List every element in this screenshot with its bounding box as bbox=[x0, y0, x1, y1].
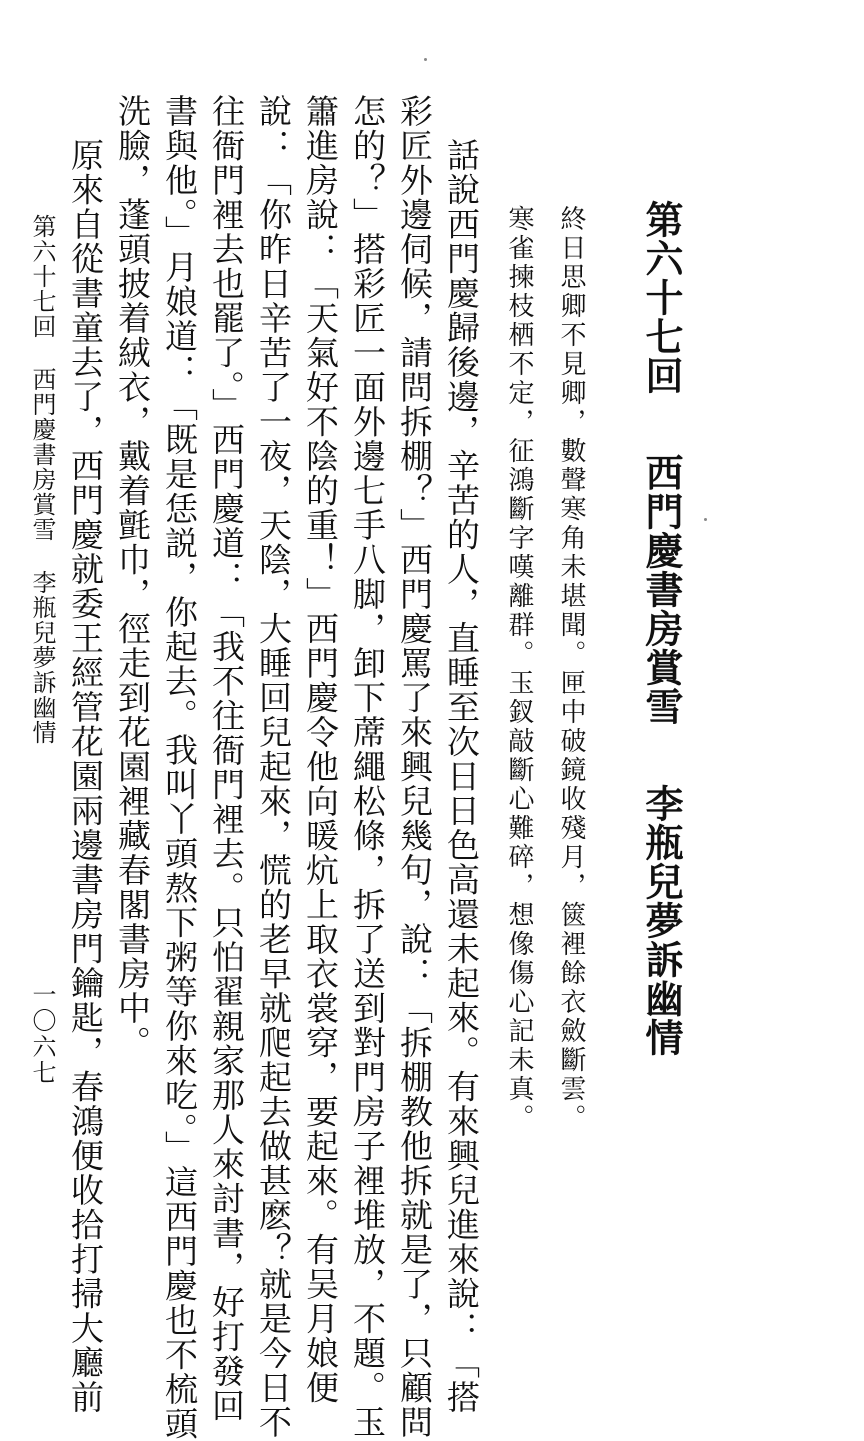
text-column-1: 話說西門慶歸後邊，辛苦的人，直睡至次日日色高還未起來。有來興兒進來說：「搭 bbox=[442, 138, 481, 1415]
scan-speck bbox=[424, 58, 427, 61]
footer-chapter-label: 第六十七回 bbox=[28, 214, 56, 339]
chapter-title-a: 西門慶書房賞雪 bbox=[639, 453, 684, 726]
verse-line-1: 終日思卿不見卿，數聲寒角未堪聞。匣中破鏡收殘月，篋裡餘衣斂斷雲。 bbox=[556, 205, 586, 1133]
text-column-4: 簫進房說：「天氣好不陰的重！」西門慶令他向暖炕上取衣裳穿，要起來。有吴月娘便 bbox=[301, 94, 340, 1405]
text-column-6: 往衙門裡去也罷了。」西門慶道：「我不往衙門裡去。只怕翟親家那人來討書，好打發回 bbox=[207, 94, 246, 1423]
text-column-2: 彩匠外邊伺候，請問拆棚？」西門慶罵了來興兒幾句，說：「拆棚教他拆就是了，只顧問 bbox=[395, 94, 434, 1440]
text-column-3: 怎的？」搭彩匠一面外邊七手八脚，卸下蓆繩松條，拆了送到對門房子裡堆放，不題。玉 bbox=[348, 94, 387, 1440]
footer-title-a: 西門慶書房賞雪 bbox=[28, 367, 56, 542]
running-footer bbox=[24, 214, 54, 745]
verse-line-2: 寒雀揀枝栖不定，征鴻斷字嘆離群。玉釵敲斷心難碎，想像傷心記未真。 bbox=[504, 205, 534, 1133]
chapter-title-b: 李瓶兒夢訴幽情 bbox=[639, 784, 684, 1057]
page-number: 一〇六七 bbox=[28, 982, 56, 1086]
text-column-9: 原來自從書童去了，西門慶就委王經管花園兩邊書房門鑰匙，春鴻便收拾打掃大廳前 bbox=[66, 138, 105, 1415]
footer-title-b: 李瓶兒夢訴幽情 bbox=[28, 570, 56, 745]
text-column-8: 洗臉，蓬頭披着絨衣，戴着氈巾，徑走到花園裡藏春閣書房中。 bbox=[113, 94, 152, 1060]
scan-speck bbox=[704, 518, 707, 521]
chapter-number: 第六十七回 bbox=[639, 200, 684, 395]
text-column-5: 說：「你昨日辛苦了一夜，天陰，大睡回兒起來，慌的老早就爬起去做甚麽？就是今日不 bbox=[254, 94, 293, 1440]
text-column-7: 書與他。」月娘道：「既是恁説，你起去。我叫丫頭熬下粥等你來吃。」這西門慶也不梳頭 bbox=[160, 94, 199, 1441]
chapter-heading bbox=[620, 200, 684, 1057]
